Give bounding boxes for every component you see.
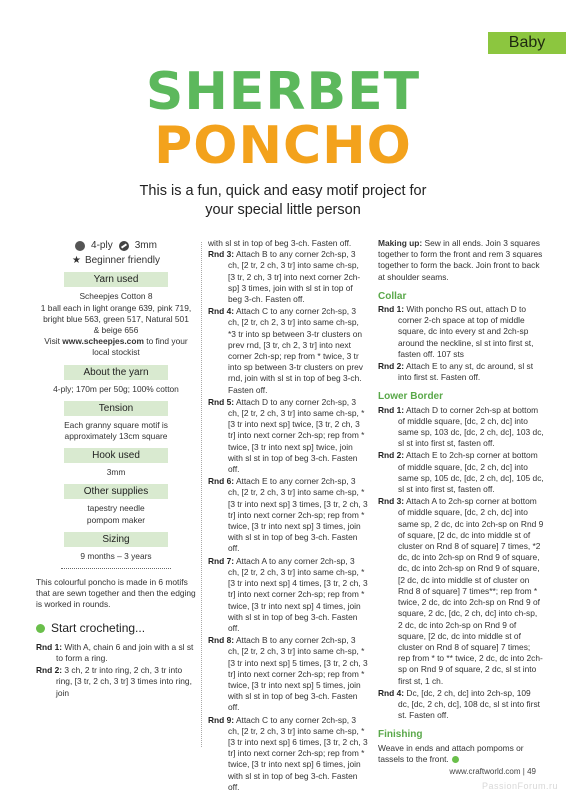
page-number: 49 bbox=[527, 767, 536, 776]
round-label: Rnd 1: bbox=[378, 404, 405, 415]
making-up bbox=[378, 238, 544, 283]
round-label: Rnd 3: bbox=[208, 249, 235, 260]
round-label: Rnd 8: bbox=[208, 635, 235, 646]
making-up-label: Making up: bbox=[378, 238, 423, 248]
round-label: Rnd 6: bbox=[208, 476, 235, 487]
round-instruction bbox=[36, 665, 196, 699]
round-label: Rnd 1: bbox=[36, 641, 63, 652]
sizing-text bbox=[36, 551, 196, 562]
round-instruction bbox=[378, 688, 544, 722]
round-text: Attach C to any corner 2ch-sp, 3 ch, [2 tr, 2 ch, 3 tr] into same ch-sp, *[3 tr into next sp] 6 times, [3 tr, 2 ch, 3 tr] into next corner 2ch-sp; rep from * twice, [3 tr into next sp] 6 times, join with sl st in top of beg 3-ch. Fasten off. bbox=[228, 714, 368, 792]
ply-text: 4-ply bbox=[91, 240, 113, 251]
about-yarn-heading: About the yarn bbox=[64, 365, 168, 380]
yarn-ball-icon bbox=[75, 241, 85, 251]
visit-suffix: to find your bbox=[143, 336, 188, 347]
supply-item: pompom maker bbox=[86, 514, 146, 525]
tension-heading: Tension bbox=[64, 401, 168, 416]
sizing-heading: Sizing bbox=[64, 532, 168, 547]
round-text: Attach B to any corner 2ch-sp, 3 ch, [2 tr, 2 ch, 3 tr] into same ch-sp, *[3 tr into next sp] 5 times, [3 tr, 2 ch, 3 tr] into next corner 2ch-sp; rep from * twice, [3 tr into next sp] 5 times, join with sl st in top of beg 3-ch. Fasten off. bbox=[228, 635, 368, 713]
watermark: PassionForum.ru bbox=[481, 781, 558, 791]
yarn-line: bright blue 563, green 517, Natural 501 bbox=[43, 313, 189, 324]
tension-line: approximately 13cm square bbox=[64, 431, 168, 442]
visit-prefix: Visit bbox=[44, 336, 63, 347]
tension-text bbox=[36, 420, 196, 442]
round-text: Attach E to any corner 2ch-sp, 3 ch, [2 tr, 2 ch, 3 tr] into same ch-sp, *[3 tr into next sp] 3 times, [3 tr, 2 ch, 3 tr] into next corner 2ch-sp; rep from * twice, [3 tr into next sp] 3 times, join with sl st in top of beg 3-ch. Fasten off. bbox=[228, 476, 368, 554]
round-instruction bbox=[208, 397, 368, 475]
title-line-1: SHERBET bbox=[145, 62, 421, 122]
subtitle-line-1: This is a fun, quick and easy motif project for bbox=[139, 183, 427, 199]
stockist-link[interactable]: www.scheepjes.com bbox=[62, 336, 144, 347]
round-instruction bbox=[378, 405, 544, 450]
start-heading bbox=[36, 620, 196, 635]
round-label: Rnd 4: bbox=[208, 306, 235, 317]
hook-used-text bbox=[36, 467, 196, 478]
yarn-line: & beige 656 bbox=[93, 325, 139, 336]
intro-text: This colourful poncho is made in 6 motifs that are sewn together and then the edging is worked in rounds. bbox=[36, 577, 196, 610]
round-text: Attach B to any corner 2ch-sp, 3 ch, [2 tr, 2 ch, 3 tr] into same ch-sp, [3 tr, 2 ch, 3 tr] into next corner 2ch-sp] 3 times, join with sl st in top of beg 3-ch. Fasten off. bbox=[228, 249, 361, 305]
finishing-text bbox=[378, 743, 544, 765]
hook-size-text: 3mm bbox=[134, 240, 157, 251]
round-label: Rnd 5: bbox=[208, 396, 235, 407]
round-text: 3 ch, 2 tr into ring, 2 ch, 3 tr into ring, [3 tr, 2 ch, 3 tr] 3 times into ring, join bbox=[56, 665, 192, 698]
finishing-heading: Finishing bbox=[378, 729, 423, 741]
green-dot-icon bbox=[36, 624, 45, 633]
lower-border-heading: Lower Border bbox=[378, 391, 444, 403]
yarn-line: Scheepjes Cotton 8 bbox=[79, 291, 153, 302]
hook-text: 3mm bbox=[106, 467, 126, 478]
round-instruction bbox=[208, 556, 368, 634]
round-label: Rnd 4: bbox=[378, 687, 405, 698]
hook-icon bbox=[119, 241, 129, 251]
yarn-line: 1 ball each in light orange 639, pink 719, bbox=[40, 302, 192, 313]
yarn-visit bbox=[36, 336, 196, 347]
title-line-2: PONCHO bbox=[154, 116, 412, 176]
round-label: Rnd 9: bbox=[208, 714, 235, 725]
round-label: Rnd 7: bbox=[208, 555, 235, 566]
round-text: With A, chain 6 and join with a sl st to form a ring. bbox=[56, 641, 194, 664]
round-instruction bbox=[208, 635, 368, 713]
round-text: Attach A to 2ch-sp corner at bottom of middle square, [dc, 2 ch, dc] into same sp, 2 dc, dc into 2ch-sp on Rnd 9 of square, [2 dc, dc into middle st of cluster on Rnd 8 of square] 7 times, *2 dc, dc into 2ch-sp on Rnd 9 of square, dc, dc into 2ch-sp on Rnd 9 of square, [2 dc, dc into middle st of cluster on Rnd 8 of square] 7 times**; rep from * twice, 2 dc, dc into 2ch-sp on Rnd 9 of square, 2 dc, [dc, 2 ch, dc] into ch-sp, 2 dc, dc into 2ch-sp on Rnd 9 of square, [2 dc, dc into middle st of cluster on Rnd 8 of square] 7 times; rep from * to ** twice, 2 dc, dc into 2ch-sp on Rnd 9 of square, 2 dc, sl st into first st, 1 ch. bbox=[398, 496, 544, 686]
round-instruction bbox=[208, 249, 368, 305]
end-mark-icon bbox=[452, 756, 459, 763]
other-supplies-heading: Other supplies bbox=[64, 484, 168, 499]
collar-heading: Collar bbox=[378, 290, 407, 302]
star-icon: ★ bbox=[71, 255, 81, 267]
difficulty bbox=[36, 255, 196, 266]
yarn-used-text bbox=[36, 291, 196, 358]
round-label: Rnd 1: bbox=[378, 304, 405, 315]
round-instruction bbox=[208, 715, 368, 793]
hook-used-heading: Hook used bbox=[64, 448, 168, 463]
round-text: With poncho RS out, attach D to corner 2-ch space at top of middle square, dc into every st and 2ch-sp around the neckline, sl st into first st, fasten off. 107 sts bbox=[398, 304, 534, 359]
footer bbox=[449, 767, 536, 776]
round-instruction bbox=[208, 476, 368, 554]
round-instruction bbox=[208, 306, 368, 396]
footer-url[interactable]: www.craftworld.com bbox=[449, 767, 521, 776]
round-text: Attach E to any st, dc around, sl st into first st. Fasten off. bbox=[398, 361, 534, 383]
round-label: Rnd 2: bbox=[378, 361, 405, 372]
round-text: Dc, [dc, 2 ch, dc] into 2ch-sp, 109 dc, [dc, 2 ch, dc], 108 dc, sl st into first st. Fasten off. bbox=[398, 687, 540, 721]
column-3 bbox=[378, 238, 544, 765]
round-instruction bbox=[378, 361, 544, 383]
dotted-separator bbox=[61, 568, 171, 569]
round-text: Attach C to any corner 2ch-sp, 3 ch, [2 tr, ch 2, 3 tr] into same ch-sp, *3 tr into sp between 3-tr clusters on prev rnd, [3 tr, ch 2, 3 tr] into next corner 2ch-sp; rep from * twice, 3 tr into sp between 3-tr clusters on prev rnd, join with sl st in top of beg 3-ch. Fasten off. bbox=[228, 306, 363, 395]
other-supplies-text bbox=[36, 503, 196, 525]
round-label: Rnd 2: bbox=[378, 450, 405, 461]
round-instruction bbox=[36, 642, 196, 664]
column-divider bbox=[201, 242, 202, 747]
about-yarn-text bbox=[36, 384, 196, 395]
round-text: Attach E to 2ch-sp corner at bottom of middle square, [dc, 2 ch, dc] into same sp, 105 dc, [dc, 2 ch, dc], 105 dc, sl st into first st, fasten off. bbox=[398, 450, 544, 495]
subtitle bbox=[0, 182, 566, 220]
sizing-value: 9 months – 3 years bbox=[80, 550, 152, 561]
subtitle-line-2: your special little person bbox=[205, 202, 361, 218]
round-instruction bbox=[378, 304, 544, 360]
spec-row bbox=[36, 240, 196, 251]
yarn-visit-line-2: local stockist bbox=[92, 347, 140, 358]
about-text: 4-ply; 170m per 50g; 100% cotton bbox=[53, 383, 179, 394]
round-label: Rnd 2: bbox=[36, 665, 63, 676]
yarn-used-heading: Yarn used bbox=[64, 272, 168, 287]
round-text: Attach D to corner 2ch-sp at bottom of middle square, [dc, 2 ch, dc] into same sp, 103 dc, [dc, 2 ch, dc], 103 dc, sl st into first st, fasten off. bbox=[398, 404, 544, 449]
round-text: Attach A to any corner 2ch-sp, 3 ch, [2 tr, 2 ch, 3 tr] into same ch-sp, *[3 tr into next sp] 4 times, [3 tr, 2 ch, 3 tr] into next corner 2ch-sp; rep from * twice, [3 tr into next sp] 4 times, join with sl st in top of beg 3-ch. Fasten off. bbox=[228, 555, 368, 633]
tension-line: Each granny square motif is bbox=[64, 419, 168, 430]
round-label: Rnd 3: bbox=[378, 496, 405, 507]
round-instruction bbox=[378, 496, 544, 686]
section-tag: Baby bbox=[488, 32, 566, 54]
continued-text: with sl st in top of beg 3-ch. Fasten off. bbox=[208, 238, 352, 248]
column-1 bbox=[36, 238, 196, 700]
supply-item: tapestry needle bbox=[87, 503, 145, 514]
column-2 bbox=[208, 238, 368, 794]
difficulty-text: Beginner friendly bbox=[84, 255, 160, 267]
finishing-body: Weave in ends and attach pompoms or tassels to the front. bbox=[378, 742, 524, 764]
start-heading-text: Start crocheting... bbox=[51, 620, 146, 635]
making-up-text: Sew in all ends. Join 3 squares together to form the front and rem 3 squares together to form the back. Join front to back at shoulder seams. bbox=[378, 238, 543, 282]
round-text: Attach D to any corner 2ch-sp, 3 ch, [2 tr, 2 ch, 3 tr] into same ch-sp, *[3 tr into next sp] twice, [3 tr, 2 ch, 3 tr] into next corner 2ch-sp; rep from * twice, [3 tr into next sp] twice, join with sl st in top of beg 3-ch. Fasten off. bbox=[228, 396, 365, 475]
footer-separator: | bbox=[522, 767, 525, 776]
round-instruction bbox=[378, 450, 544, 495]
